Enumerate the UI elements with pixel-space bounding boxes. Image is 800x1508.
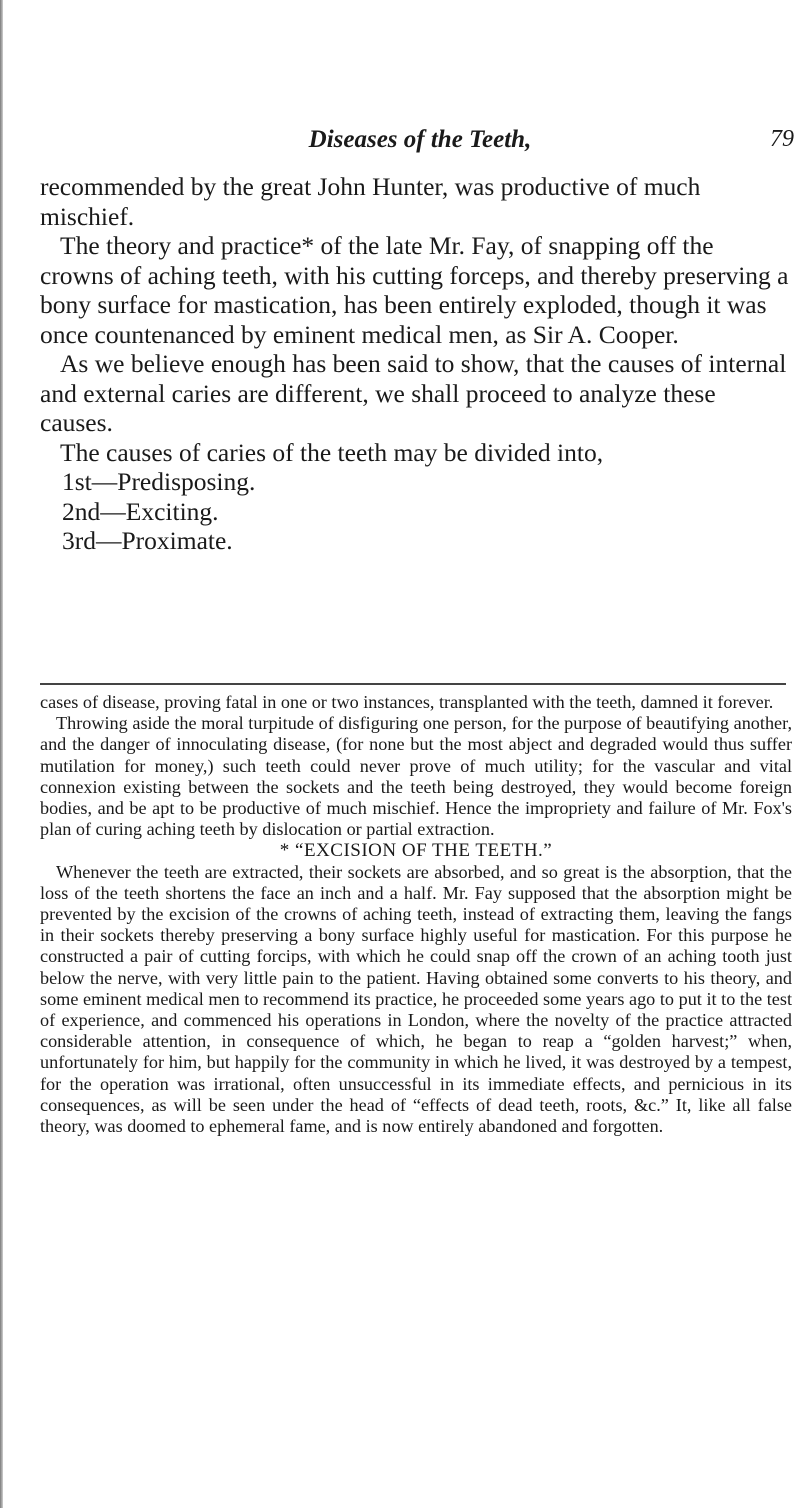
footnote-divider [40, 683, 786, 685]
footnote-continued: cases of disease, proving fatal in one or two instances, transplanted with the teeth, damned it forever. [40, 692, 774, 712]
paragraph-fay-theory: The theory and practice* of the late Mr. Fay, of snapping off the crowns of aching teeth, with his cutting forceps, and thereby preserving a bony surface for mastication, has been entirely exploded, though it was once countenanced by eminent medical men, as Sir A. Cooper. [40, 231, 789, 349]
footnote-excision-text: Whenever the teeth are extracted, their sockets are absorbed, and so great is the absorption, that the loss of the teeth shortens the face an inch and a half. Mr. Fay supposed that the absorption might be prevented by the excision of the crowns of aching teeth, instead of extracting them, leaving the fangs in their sockets thereby preserving a bony surface highly useful for mastication. For this purpose he constructed a pair of cutting forcips, with which he could snap off the crown of an aching tooth just below the nerve, with very little pain to the patient. Having obtained some converts to his theory, and some eminent medical men to recommend its practice, he proceeded some years ago to put it to the test of experience, and commenced his operations in London, where the novelty of the practice attracted considerable attention, in consequence of which, he began to reap a “golden harvest;” when, unfortunately for him, but happily for the community in which he lived, it was destroyed by a tempest, for the operation was irrational, often unsuccessful in its immediate effects, and pernicious in its consequences, as will be seen under the head of “effects of dead teeth, roots, &c.” It, like all false theory, was doomed to ephemeral fame, and is now entirely abandoned and forgotten. [40, 861, 792, 1137]
cause-item-exciting: 2nd—Exciting. [62, 496, 219, 526]
cause-item-predisposing: 1st—Predisposing. [62, 467, 256, 496]
cause-item-proximate: 3rd—Proximate. [62, 526, 233, 555]
paragraph-hunter: recommended by the great John Hunter, was productive of much mischief. [40, 172, 701, 231]
page-spine-edge [0, 0, 3, 1508]
paragraph-causes-divided: The causes of caries of the teeth may be divided into, [60, 437, 604, 467]
footnote-heading-excision: * “EXCISION OF THE TEETH.” [279, 840, 553, 862]
footnote-moral-turpitude: Throwing aside the moral turpitude of disfiguring one person, for the purpose of beautifying another, and the danger of innoculating disease, (for none but the most abject and degraded would thus suffer mutilation for money,) such teeth could never prove of much utility; for the vascular and vital connexion existing between the sockets and the teeth being destroyed, they would become foreign bodies, and be apt to be productive of much mischief. Hence the impropriety and failure of Mr. Fox's plan of curing aching teeth by dislocation or partial extraction. [40, 713, 792, 840]
causes-list [40, 467, 792, 556]
paragraph-causes-intro: As we believe enough has been said to show, that the causes of internal and external caries are different, we shall proceed to analyze these causes. [40, 349, 787, 437]
page-header [40, 126, 800, 160]
main-text [40, 172, 792, 556]
page-number: 79 [770, 126, 794, 152]
footnotes [40, 692, 792, 1137]
running-head: Diseases of the Teeth, [308, 126, 532, 153]
